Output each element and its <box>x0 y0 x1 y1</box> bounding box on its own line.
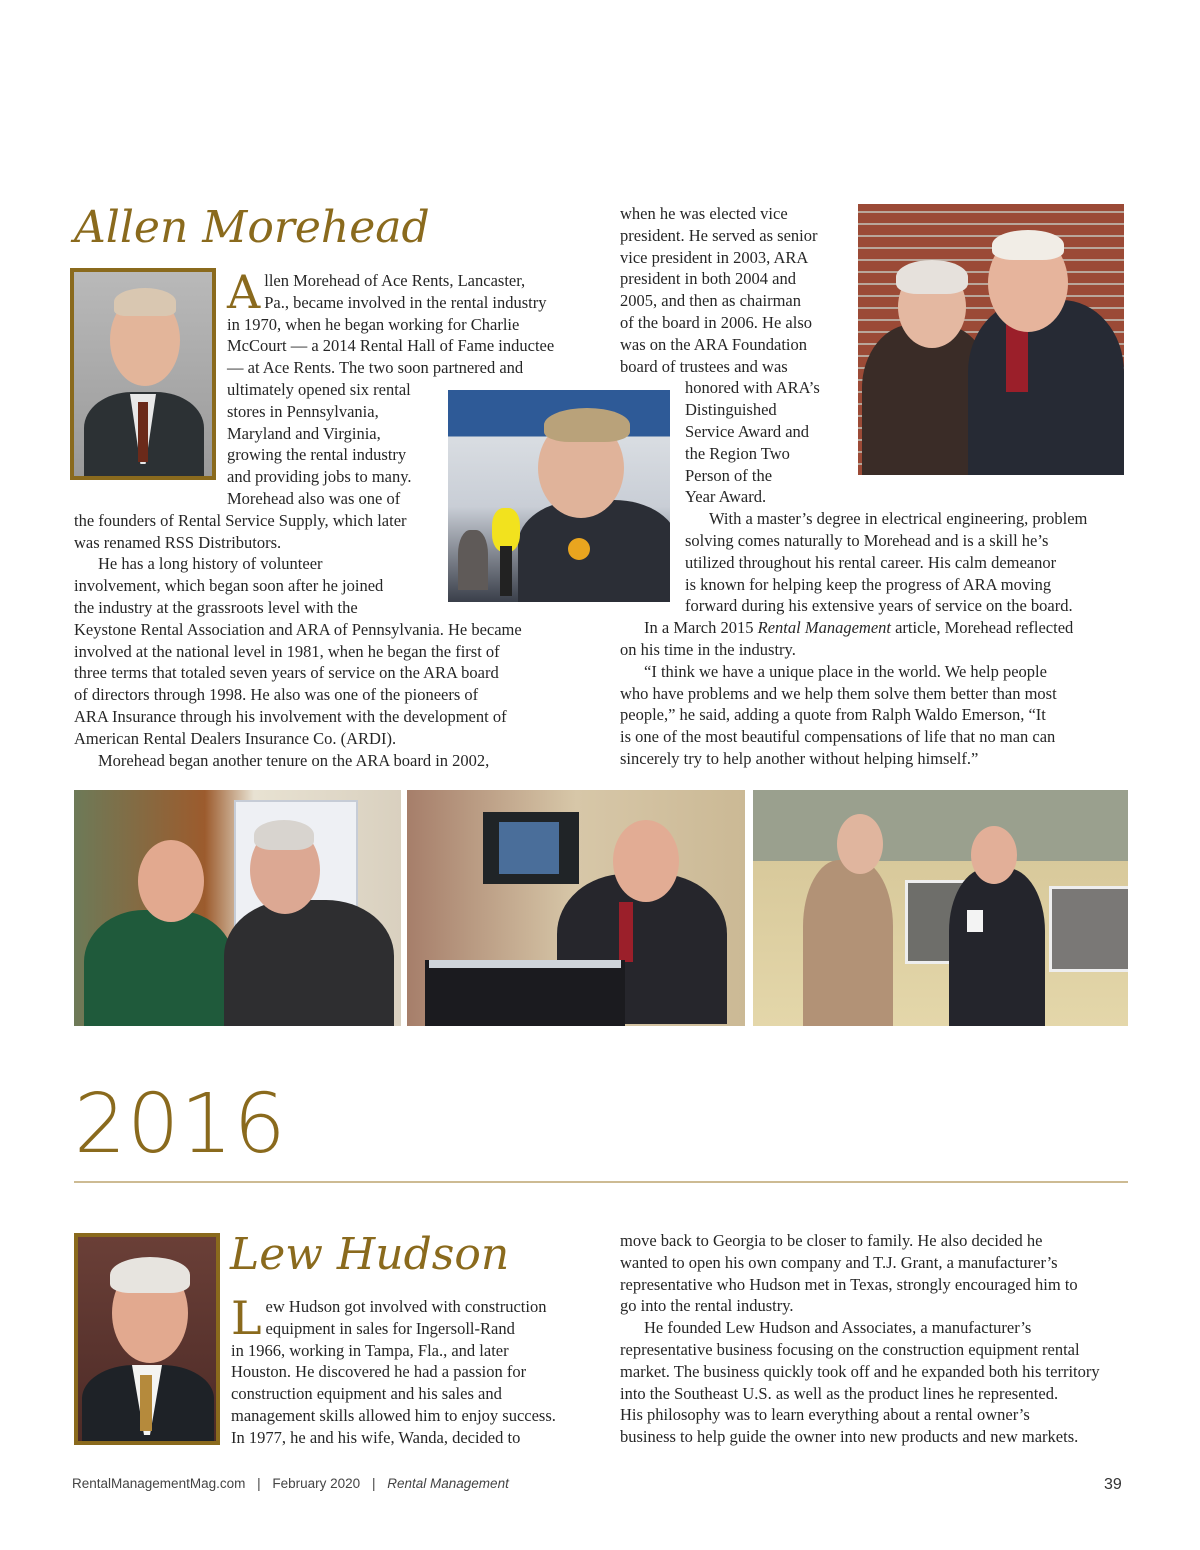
text-line: American Rental Dealers Insurance Co. (ARDI). <box>74 728 397 748</box>
text-line: three terms that totaled seven years of service on the ARA board <box>74 663 499 683</box>
text-line: Person of the <box>685 465 773 485</box>
text-line: llen Morehead of Ace Rents, Lancaster, <box>264 271 526 290</box>
text-line: Service Award and <box>685 421 810 441</box>
footer-publication: Rental Management <box>387 1476 509 1491</box>
photo-morehead-exhibit <box>753 790 1128 1026</box>
text-line: representative business focusing on the construction equipment rental <box>620 1339 1080 1359</box>
text-line: board of trustees and was <box>620 356 788 376</box>
text-line: construction equipment and his sales and <box>231 1384 502 1404</box>
photo-morehead-couple <box>858 204 1124 475</box>
page-footer <box>72 1476 509 1491</box>
text-line: of the board in 2006. He also <box>620 312 812 332</box>
footer-date: February 2020 <box>272 1476 361 1491</box>
text-line: president. He served as senior <box>620 225 818 245</box>
text-line: Distinguished <box>685 400 777 420</box>
text-line: was on the ARA Foundation <box>620 334 808 354</box>
text-line: growing the rental industry <box>227 445 407 465</box>
text-line: Keystone Rental Association and ARA of Pennsylvania. He became <box>74 619 522 639</box>
text-line: Pa., became involved in the rental industry <box>264 292 547 312</box>
text-line: on his time in the industry. <box>620 639 796 659</box>
text-line: forward during his extensive years of service on the board. <box>685 596 1073 616</box>
text-line: involvement, which began soon after he joined <box>74 576 384 596</box>
text-line: utilized throughout his rental career. His calm demeanor <box>685 552 1057 572</box>
text-line: His philosophy was to learn everything about a rental owner’s <box>620 1405 1030 1425</box>
text-line: He has a long history of volunteer <box>98 554 323 574</box>
text-line: equipment in sales for Ingersoll-Rand <box>265 1318 515 1338</box>
text-line: move back to Georgia to be closer to family. He also decided he <box>620 1231 1043 1250</box>
text-line: the founders of Rental Service Supply, which later <box>74 510 407 530</box>
text-line: and providing jobs to many. <box>227 467 412 487</box>
article2-column2 <box>620 1230 1130 1448</box>
footer-separator: | <box>257 1476 261 1491</box>
text-line: is known for helping keep the progress of ARA moving <box>685 574 1052 594</box>
year-divider-rule <box>74 1181 1128 1183</box>
text-line: go into the rental industry. <box>620 1296 794 1316</box>
text-line: ARA Insurance through his involvement with the development of <box>74 706 507 726</box>
dropcap-a: A <box>227 265 261 319</box>
text-line: in 1970, when he began working for Charlie <box>227 314 520 334</box>
photo-morehead-podium <box>407 790 745 1026</box>
text-line: In 1977, he and his wife, Wanda, decided to <box>231 1427 521 1447</box>
article-title-hudson: Lew Hudson <box>230 1229 510 1280</box>
text-line: business to help guide the owner into new products and new markets. <box>620 1427 1079 1447</box>
text-line: the Region Two <box>685 443 790 463</box>
text-line: people,” he said, adding a quote from Ralph Waldo Emerson, “It <box>620 705 1046 725</box>
text-line: of directors through 1998. He also was one of the pioneers of <box>74 685 479 705</box>
text-line: when he was elected vice <box>620 204 788 223</box>
text-line: was renamed RSS Distributors. <box>74 532 282 552</box>
text-line: “I think we have a unique place in the world. We help people <box>644 661 1047 681</box>
text-line: Morehead began another tenure on the ARA board in 2002, <box>98 750 490 770</box>
footer-site: RentalManagementMag.com <box>72 1476 246 1491</box>
text-line: the industry at the grassroots level with the <box>74 597 358 617</box>
text-line: Morehead also was one of <box>227 488 401 508</box>
text-line: Maryland and Virginia, <box>227 423 381 443</box>
text-line: — at Ace Rents. The two soon partnered and <box>227 358 524 378</box>
text-line: With a master’s degree in electrical engineering, problem <box>709 509 1088 529</box>
photo-morehead-green-jacket <box>74 790 401 1026</box>
page-number: 39 <box>1104 1476 1122 1493</box>
text-line: wanted to open his own company and T.J. Grant, a manufacturer’s <box>620 1252 1058 1272</box>
text-line: solving comes naturally to Morehead and is a skill he’s <box>685 530 1049 550</box>
text-line: Houston. He discovered he had a passion for <box>231 1362 527 1382</box>
text-line: McCourt — a 2014 Rental Hall of Fame inductee <box>227 336 555 356</box>
text-line: who have problems and we help them solve them better than most <box>620 683 1057 703</box>
text-line: market. The business quickly took off and he expanded both his territory <box>620 1361 1100 1381</box>
text-line: honored with ARA’s <box>685 378 820 398</box>
text-line: vice president in 2003, ARA <box>620 247 809 267</box>
text-line: 2005, and then as chairman <box>620 291 801 311</box>
year-heading: 2016 <box>74 1077 287 1172</box>
text-line: ew Hudson got involved with construction <box>265 1297 547 1316</box>
text-line: He founded Lew Hudson and Associates, a manufacturer’s <box>644 1318 1032 1338</box>
portrait-photo-hudson <box>74 1233 220 1445</box>
text-line: is one of the most beautiful compensations of life that no man can <box>620 727 1056 747</box>
text-line: management skills allowed him to enjoy success. <box>231 1405 556 1425</box>
footer-separator: | <box>371 1476 376 1491</box>
text-line: Year Award. <box>685 487 767 507</box>
article2-column1 <box>231 1291 591 1449</box>
text-line: sincerely try to help another without helping himself.” <box>620 748 979 768</box>
text-line: representative who Hudson met in Texas, strongly encouraged him to <box>620 1274 1078 1294</box>
text-line: president in both 2004 and <box>620 269 796 289</box>
article-title-morehead: Allen Morehead <box>74 202 430 253</box>
text-line: involved at the national level in 1981, when he began the first of <box>74 641 500 661</box>
text-line: stores in Pennsylvania, <box>227 401 379 421</box>
text-line: in 1966, working in Tampa, Fla., and later <box>231 1340 509 1360</box>
text-line: ultimately opened six rental <box>227 379 411 399</box>
text-line: into the Southeast U.S. as well as the product lines he represented. <box>620 1383 1059 1403</box>
dropcap-l: L <box>231 1291 262 1345</box>
text-line: In a March 2015 Rental Management article, Morehead reflected <box>644 618 1074 638</box>
